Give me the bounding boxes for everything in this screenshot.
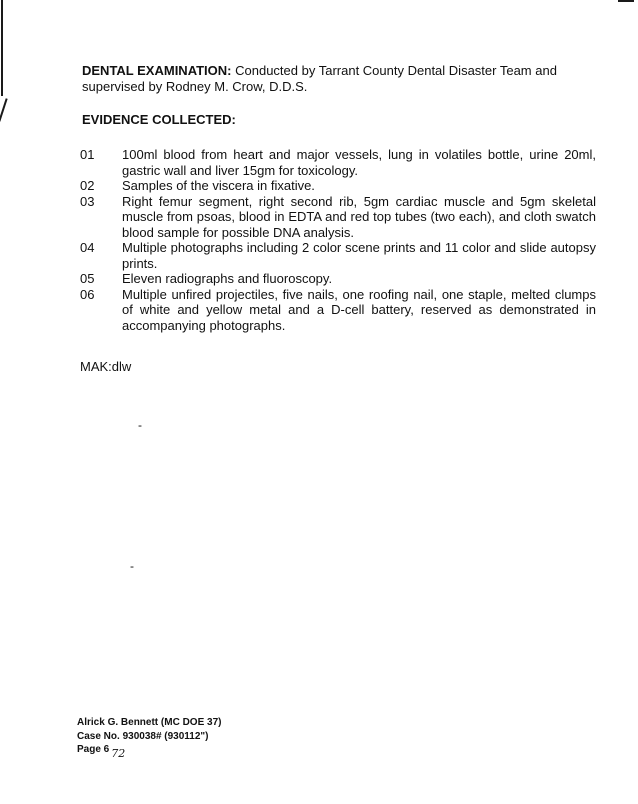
item-number: 02: [80, 178, 95, 193]
item-text: 100ml blood from heart and major vessels, lung in volatiles bottle, urine 20ml, gastric wall and liver 15gm for toxicology.: [122, 147, 596, 178]
list-item: [80, 240, 596, 271]
footer-page-line: [77, 743, 221, 760]
list-item: [80, 178, 596, 194]
scan-corner-mark: [618, 0, 634, 2]
dental-examination-paragraph: [82, 63, 596, 94]
list-item: [80, 287, 596, 334]
stray-dash-mark: -: [138, 418, 142, 432]
item-text: Multiple unfired projectiles, five nails, one roofing nail, one staple, melted clumps of white and yellow metal and a D-cell battery, reserved as demonstrated in accompanying photographs.: [122, 286, 596, 333]
evidence-collected-heading: EVIDENCE COLLECTED:: [82, 112, 236, 127]
list-item: [80, 194, 596, 241]
list-item: [80, 271, 596, 287]
item-number: 01: [80, 147, 95, 162]
item-text: Samples of the viscera in fixative.: [122, 178, 315, 193]
list-item: [80, 147, 596, 178]
item-number: 06: [80, 286, 95, 302]
item-number: 03: [80, 193, 95, 209]
page-footer: [77, 716, 222, 760]
scan-edge-line: [1, 0, 3, 96]
item-text: Multiple photographs including 2 color scene prints and 11 color and slide autopsy prints.: [122, 240, 596, 271]
dental-examination-label: DENTAL EXAMINATION:: [82, 63, 232, 78]
evidence-list: [80, 147, 596, 333]
footer-page-number: Page 6: [77, 744, 110, 755]
item-text: Right femur segment, right second rib, 5gm cardiac muscle and 5gm skeletal muscle from psoas, blood in EDTA and red top tubes (two each), and cloth swatch blood sample for possible DNA analysis.: [122, 193, 596, 240]
author-initials: MAK:dlw: [80, 359, 132, 374]
footer-decedent-name: Alrick G. Bennett (MC DOE 37): [77, 717, 222, 728]
item-text: Eleven radiographs and fluoroscopy.: [122, 271, 333, 286]
stray-dash-mark: -: [130, 559, 134, 573]
item-number: 04: [80, 240, 95, 255]
item-number: 05: [80, 271, 95, 286]
dental-examination-text: Conducted by Tarrant County Dental Disaster Team and supervised by Rodney M. Crow, D.D.S.: [82, 63, 557, 94]
scan-edge-tick: [0, 98, 8, 121]
footer-case-number: Case No. 930038# (930112"): [77, 730, 209, 742]
handwritten-page-note: 72: [111, 747, 126, 760]
